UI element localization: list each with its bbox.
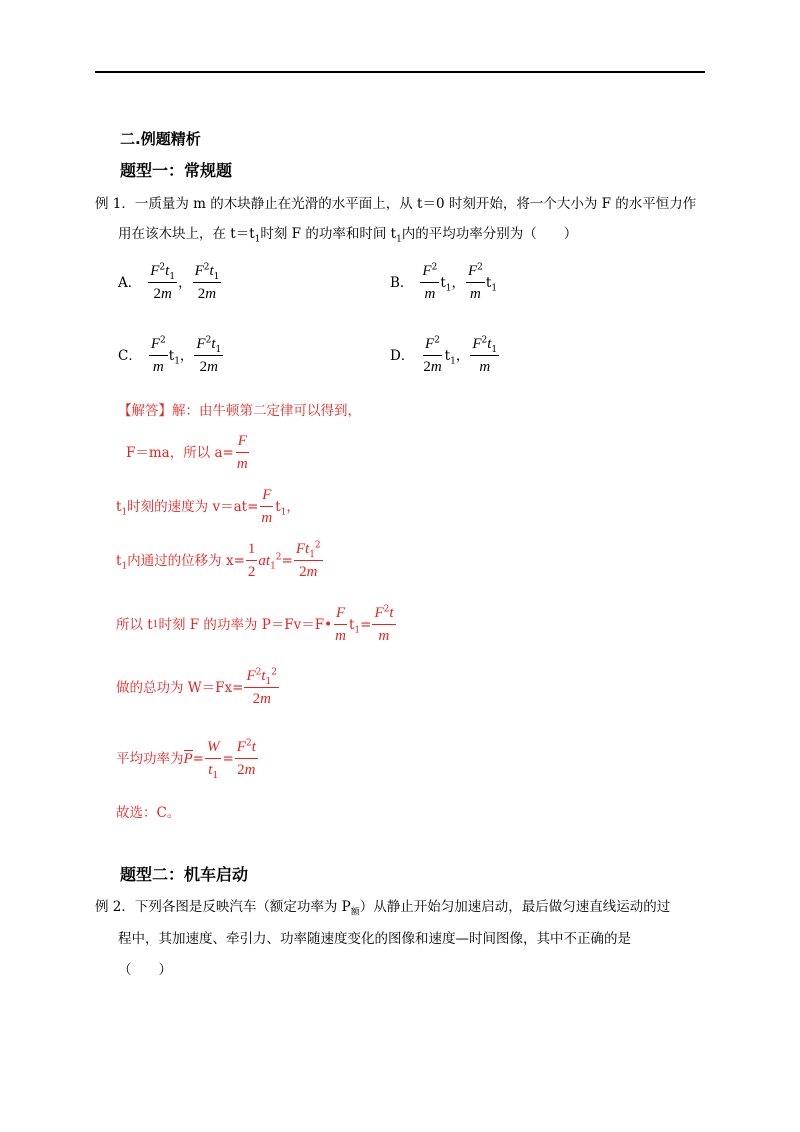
q2-line3: （ ） bbox=[118, 962, 172, 978]
answer-choice: 故选：C。 bbox=[116, 805, 181, 821]
q2-line2: 程中，其加速度、牵引力、功率随速度变化的图像和速度—时间图像，其中不正确的是 bbox=[118, 931, 631, 947]
answer-line5: 做的总功为 W＝Fx = $\frac{F^2t_1^2}{2m}$ bbox=[116, 667, 278, 707]
type1-title: 题型一：常规题 bbox=[120, 161, 233, 180]
answer-intro: 【解答】解：由牛顿第二定律可以得到， bbox=[118, 403, 361, 419]
header-rule bbox=[95, 71, 705, 73]
answer-line2: $t_1$ 时刻的速度为 v＝at= $\frac{F}{m}$ $t_1$， bbox=[116, 487, 300, 526]
option-d[interactable]: D． $\frac{F^2}{2m}$ $t_1$， $\frac{F^2t_1}{m}$ bbox=[390, 335, 498, 375]
q2-line1: 例 2．下列各图是反映汽车（额定功率为 $P_额$）从静止开始匀加速启动，最后做匀速直线运动的过 bbox=[95, 899, 671, 918]
answer-line4: 所以 t 1 时刻 F 的功率为 P＝Fv＝F• $\frac{F}{m}$ $t_1=$ $\frac{F^2t}{m}$ bbox=[116, 604, 394, 644]
q1-line2: 用在该木块上，在 $t=t_1$时刻 F 的功率和时间 $t_1$内的平均功率分别为（ ） bbox=[118, 226, 578, 245]
answer-line6: 平均功率为 P = $\frac{W}{t_1}$ = $\frac{F^2t}{2m}$ bbox=[116, 738, 256, 781]
answer-line3: $t_1$ 内通过的位移为 x = $\frac{1}{2}$ at $_1^2$ = $\frac{Ft_1^2}{2m}$ bbox=[116, 540, 321, 580]
answer-line1: F＝ma，所以 a= $\frac{F}{m}$ bbox=[126, 433, 248, 472]
option-a[interactable]: A． $\frac{F^2t_1}{2m}$ ， $\frac{F^2t_1}{2m}$ bbox=[118, 262, 220, 302]
option-b[interactable]: B． $\frac{F^2}{m}$ $t_1$， $\frac{F^2}{m}$ $t_1$ bbox=[390, 262, 498, 302]
section-title: 二.例题精析 bbox=[120, 130, 201, 148]
q1-line1: 例 1．一质量为 m 的木块静止在光滑的水平面上，从 t＝0 时刻开始，将一个大小为 F 的水平恒力作 bbox=[95, 196, 697, 212]
type2-title: 题型二：机车启动 bbox=[120, 865, 249, 884]
option-c[interactable]: C． $\frac{F^2}{m}$ $t_1$， $\frac{F^2t_1}{2m}$ bbox=[118, 335, 222, 375]
